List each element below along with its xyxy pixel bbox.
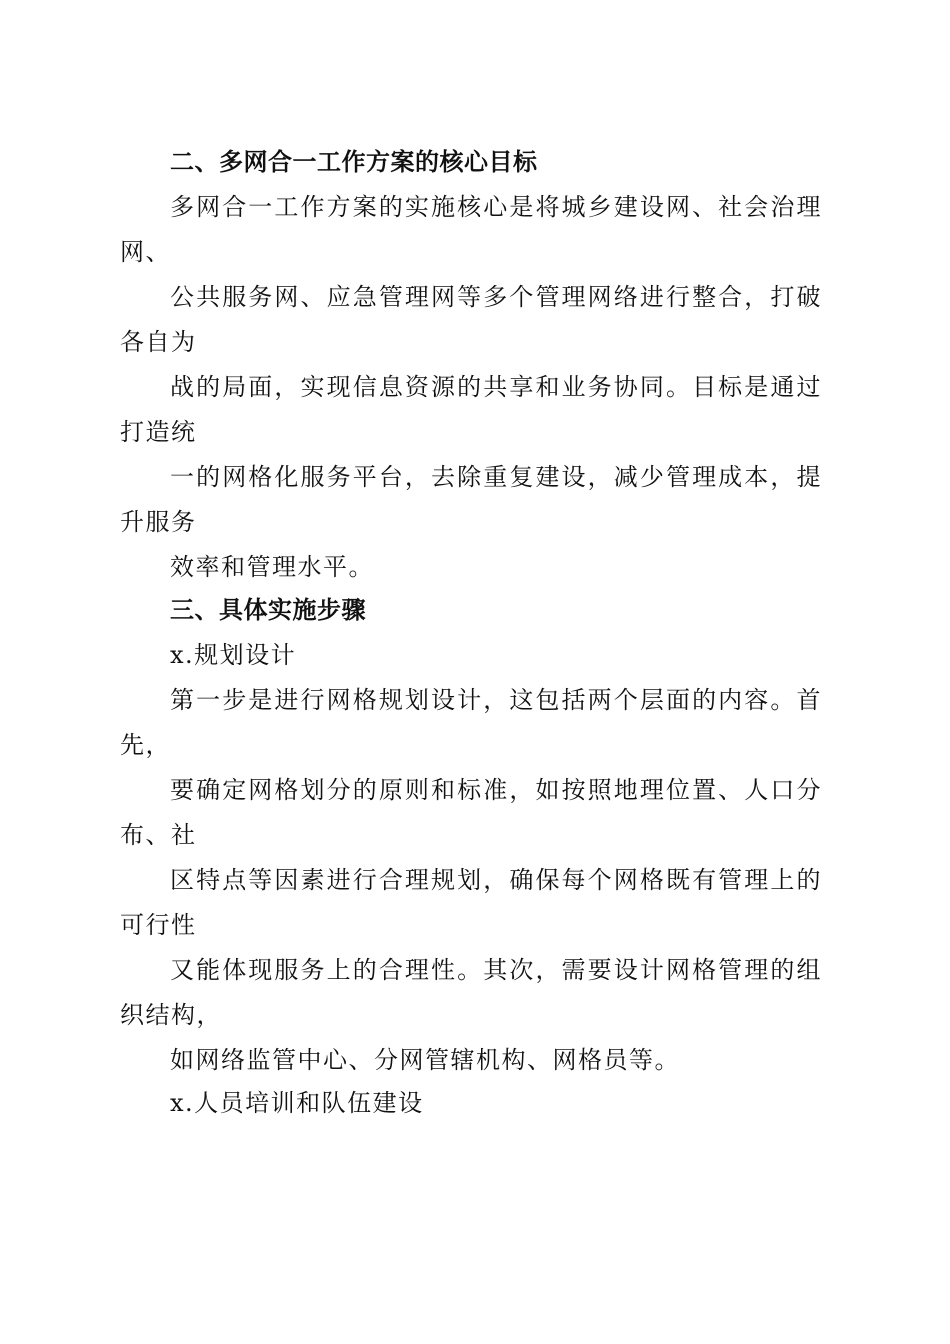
paragraph-line: 要确定网格划分的原则和标准，如按照地理位置、人口分 xyxy=(170,776,822,804)
paragraph-line-wrap: 网、 xyxy=(120,238,171,266)
paragraph-line-wrap: 各自为 xyxy=(120,328,197,356)
paragraph-line: 战的局面，实现信息资源的共享和业务协同。目标是通过 xyxy=(170,373,822,401)
paragraph-line-end: 效率和管理水平。 xyxy=(170,553,374,581)
subsection-heading-planning: x.规划设计 xyxy=(170,641,297,669)
paragraph-line: 多网合一工作方案的实施核心是将城乡建设网、社会治理 xyxy=(170,193,822,221)
paragraph-line: 一的网格化服务平台，去除重复建设，减少管理成本，提 xyxy=(170,463,822,491)
section-heading-implementation-steps: 三、具体实施步骤 xyxy=(170,596,366,624)
paragraph-line-wrap: 布、社 xyxy=(120,821,197,849)
paragraph-line-wrap: 织结构， xyxy=(120,1001,222,1029)
section-heading-core-goals: 二、多网合一工作方案的核心目标 xyxy=(170,148,538,176)
paragraph-line-wrap: 先， xyxy=(120,731,171,759)
subsection-heading-training: x.人员培训和队伍建设 xyxy=(170,1089,424,1117)
paragraph-line-wrap: 打造统 xyxy=(120,418,197,446)
paragraph-line-end: 如网络监管中心、分网管辖机构、网格员等。 xyxy=(170,1046,680,1074)
paragraph-line: 区特点等因素进行合理规划，确保每个网格既有管理上的 xyxy=(170,866,822,894)
paragraph-line: 第一步是进行网格规划设计，这包括两个层面的内容。首 xyxy=(170,686,822,714)
paragraph-line-wrap: 可行性 xyxy=(120,911,197,939)
paragraph-line-wrap: 升服务 xyxy=(120,508,197,536)
paragraph-line: 公共服务网、应急管理网等多个管理网络进行整合，打破 xyxy=(170,283,822,311)
paragraph-line: 又能体现服务上的合理性。其次，需要设计网格管理的组 xyxy=(170,956,822,984)
